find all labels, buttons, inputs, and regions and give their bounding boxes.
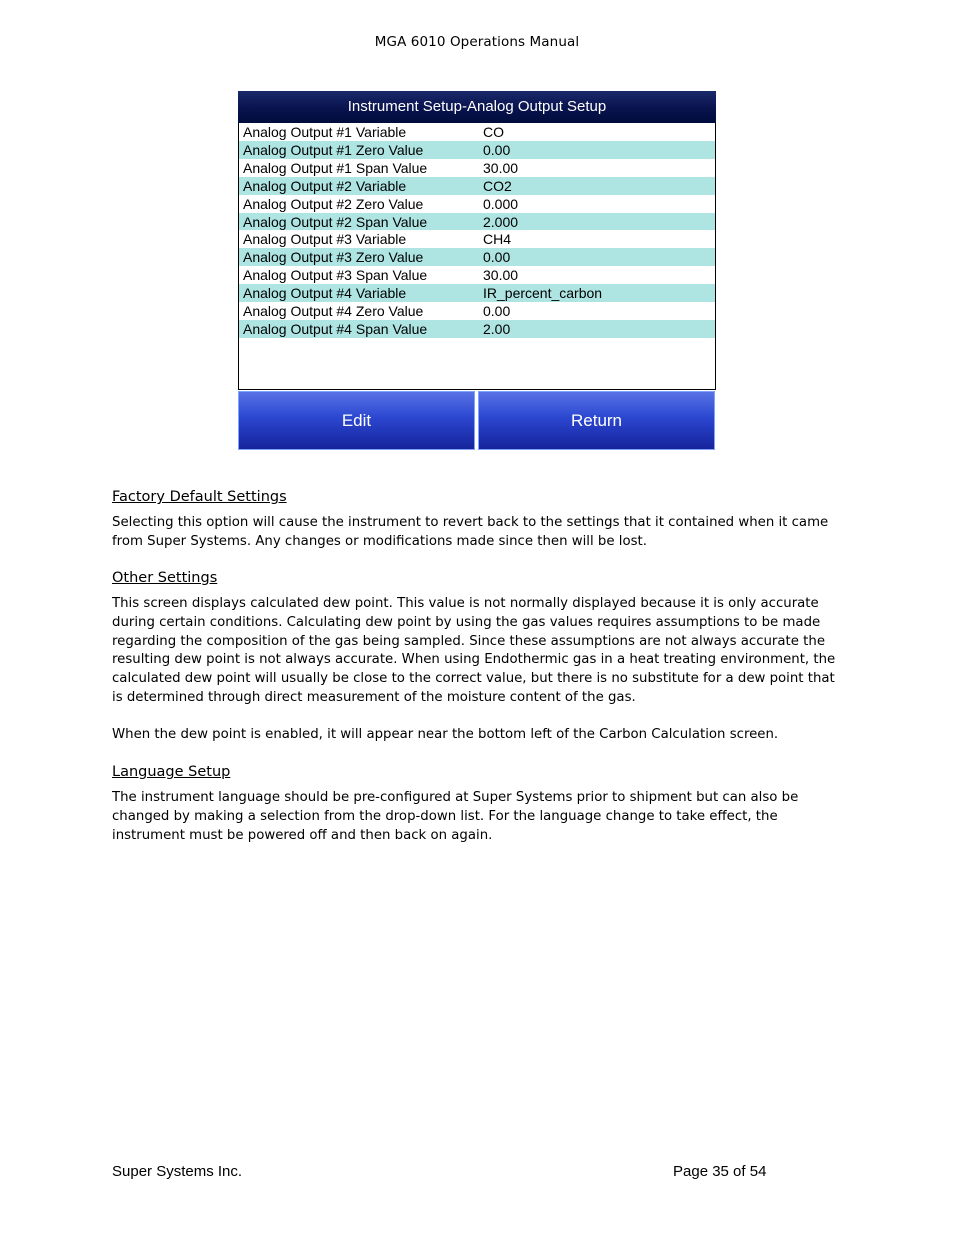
row-value: 0.000 <box>483 195 519 212</box>
document-header-title: MGA 6010 Operations Manual <box>374 34 580 50</box>
row-label: Analog Output #3 Zero Value <box>243 249 424 266</box>
row-label: Analog Output #4 Span Value <box>243 320 428 337</box>
screen-title-bar: Instrument Setup-Analog Output Setup <box>238 91 716 123</box>
section-title-language-setup: Language Setup <box>112 764 231 780</box>
section-title-other-settings: Other Settings <box>112 570 218 586</box>
row-label: Analog Output #2 Span Value <box>243 213 428 230</box>
list-item[interactable] <box>239 177 715 195</box>
row-label: Analog Output #2 Variable <box>243 177 407 194</box>
paragraph-other-settings: This screen displays calculated dew point. This value is not normally displayed because it is only accurate during certain conditions. Calculating dew point by using the gas values requires assumptions to be made regarding the composition of the gas being sampled. Since these assumptions are not always accurate the resulting dew point is not always accurate. When using Endothermic gas in a heat treating environment, the calculated dew point will usually be close to the correct value, but there is no substitute for a dew point that is determined through direct measurement of the moisture content of the gas. <box>112 596 836 705</box>
analog-output-list[interactable] <box>238 123 716 390</box>
row-label: Analog Output #1 Zero Value <box>243 141 424 158</box>
footer-page-number: Page 35 of 54 <box>673 1163 767 1180</box>
list-item[interactable] <box>239 302 715 320</box>
row-label: Analog Output #4 Zero Value <box>243 303 424 319</box>
list-item[interactable] <box>239 141 715 159</box>
row-value: 0.00 <box>483 249 511 266</box>
list-item[interactable] <box>239 159 715 177</box>
row-value: 0.00 <box>483 303 511 319</box>
row-value: CO <box>483 124 504 140</box>
paragraph-dew-point: When the dew point is enabled, it will appear near the bottom left of the Carbon Calculation screen. <box>112 727 779 742</box>
return-button[interactable]: Return <box>478 391 715 450</box>
section-title-factory-default: Factory Default Settings <box>112 489 287 505</box>
paragraph-factory-default: Selecting this option will cause the instrument to revert back to the settings that it contained when it came from Super Systems. Any changes or modifications made since then will be lost. <box>112 515 829 549</box>
footer-company: Super Systems Inc. <box>112 1163 243 1180</box>
row-value: 0.00 <box>483 141 511 158</box>
row-label: Analog Output #4 Variable <box>243 285 407 302</box>
list-item[interactable] <box>239 284 715 302</box>
list-item[interactable] <box>239 266 715 284</box>
list-item[interactable] <box>239 123 715 141</box>
row-value: IR_percent_carbon <box>483 285 603 302</box>
row-value: 2.000 <box>483 213 519 230</box>
row-label: Analog Output #1 Variable <box>243 124 407 140</box>
row-label: Analog Output #2 Zero Value <box>243 195 424 212</box>
instrument-screen-screenshot <box>237 90 717 451</box>
list-item[interactable] <box>239 248 715 266</box>
row-label: Analog Output #3 Span Value <box>243 267 428 284</box>
paragraph-language-setup: The instrument language should be pre-configured at Super Systems prior to shipment but can also be changed by making a selection from the drop-down list. For the language change to take effect, the instrument must be powered off and then back on again. <box>112 790 799 843</box>
list-item[interactable] <box>239 195 715 213</box>
list-item[interactable] <box>239 230 715 248</box>
list-item[interactable] <box>239 320 715 338</box>
row-value: CO2 <box>483 177 512 194</box>
row-label: Analog Output #3 Variable <box>243 231 407 248</box>
row-value: 30.00 <box>483 267 519 284</box>
list-item[interactable] <box>239 213 715 231</box>
row-value: CH4 <box>483 231 512 248</box>
row-value: 30.00 <box>483 159 519 176</box>
row-value: 2.00 <box>483 320 511 337</box>
row-label: Analog Output #1 Span Value <box>243 159 428 176</box>
edit-button[interactable]: Edit <box>238 391 475 450</box>
